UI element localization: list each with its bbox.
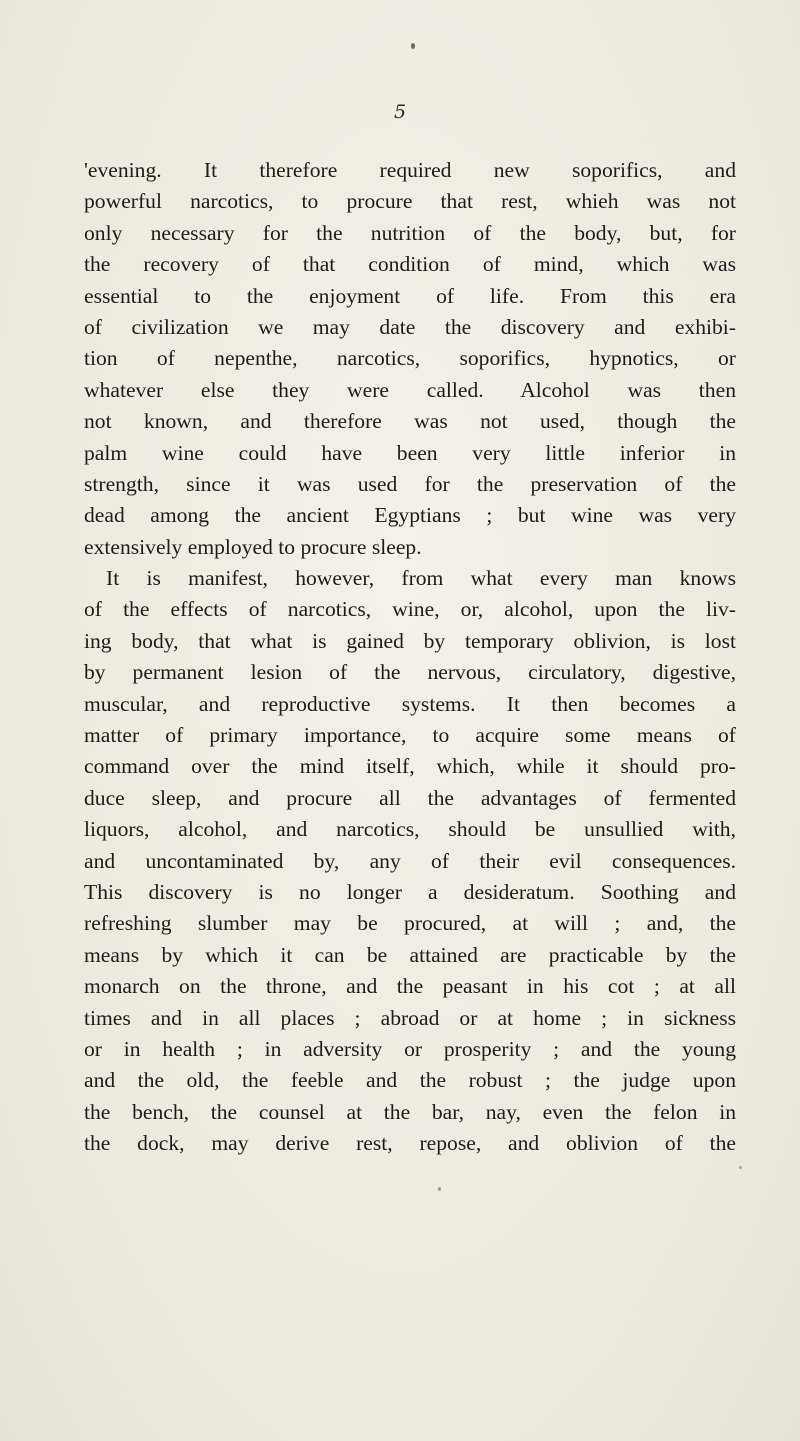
text-line: ing body, that what is gained by temporary oblivion, is lost bbox=[84, 628, 736, 653]
paragraph-end-line: extensively employed to procure sleep. bbox=[84, 534, 422, 559]
text-line: only necessary for the nutrition of the body, but, for bbox=[84, 220, 736, 245]
paragraph-start-line: It is manifest, however, from what every man knows bbox=[106, 566, 736, 591]
text-line: matter of primary importance, to acquire some means of bbox=[84, 723, 736, 748]
text-line: times and in all places ; abroad or at home ; in sickness bbox=[84, 1005, 736, 1030]
text-line: of the effects of narcotics, wine, or, alcohol, upon the liv- bbox=[84, 597, 736, 622]
text-line: duce sleep, and procure all the advantages of fermented bbox=[84, 785, 736, 810]
text-line: monarch on the throne, and the peasant in his cot ; at all bbox=[84, 974, 736, 999]
body-text bbox=[84, 155, 736, 1160]
text-line: the recovery of that condition of mind, which was bbox=[84, 252, 736, 277]
text-line: essential to the enjoyment of life. From this era bbox=[84, 283, 736, 308]
text-line: muscular, and reproductive systems. It then becomes a bbox=[84, 691, 736, 716]
text-line: liquors, alcohol, and narcotics, should be unsullied with, bbox=[84, 817, 736, 842]
text-line: the bench, the counsel at the bar, nay, even the felon in bbox=[84, 1099, 736, 1124]
text-line: the dock, may derive rest, repose, and oblivion of the bbox=[84, 1131, 736, 1156]
text-line: 'evening. It therefore required new soporifics, and bbox=[84, 158, 736, 182]
text-line: This discovery is no longer a desideratum. Soothing and bbox=[84, 879, 736, 904]
text-line: refreshing slumber may be procured, at will ; and, the bbox=[84, 911, 736, 936]
text-line: and uncontaminated by, any of their evil consequences. bbox=[84, 848, 736, 873]
ink-speck bbox=[411, 43, 415, 49]
page-number: 5 bbox=[393, 101, 407, 123]
text-line: or in health ; in adversity or prosperity ; and the young bbox=[84, 1036, 736, 1061]
text-line: tion of nepenthe, narcotics, soporifics, hypnotics, or bbox=[84, 346, 736, 371]
text-line: command over the mind itself, which, while it should pro- bbox=[84, 754, 736, 779]
text-line: strength, since it was used for the preservation of the bbox=[84, 471, 736, 496]
text-line: dead among the ancient Egyptians ; but wine was very bbox=[84, 503, 736, 528]
text-line: of civilization we may date the discovery and exhibi- bbox=[84, 314, 736, 339]
ink-speck bbox=[739, 1166, 742, 1169]
text-line: powerful narcotics, to procure that rest, whieh was not bbox=[84, 189, 736, 214]
text-line: by permanent lesion of the nervous, circulatory, digestive, bbox=[84, 660, 736, 685]
text-line: not known, and therefore was not used, though the bbox=[84, 409, 736, 434]
text-line: whatever else they were called. Alcohol was then bbox=[84, 377, 736, 402]
ink-speck bbox=[438, 1187, 441, 1191]
text-line: and the old, the feeble and the robust ; the judge upon bbox=[84, 1068, 736, 1093]
text-line: means by which it can be attained are practicable by the bbox=[84, 942, 736, 967]
text-line: palm wine could have been very little inferior in bbox=[84, 440, 736, 465]
